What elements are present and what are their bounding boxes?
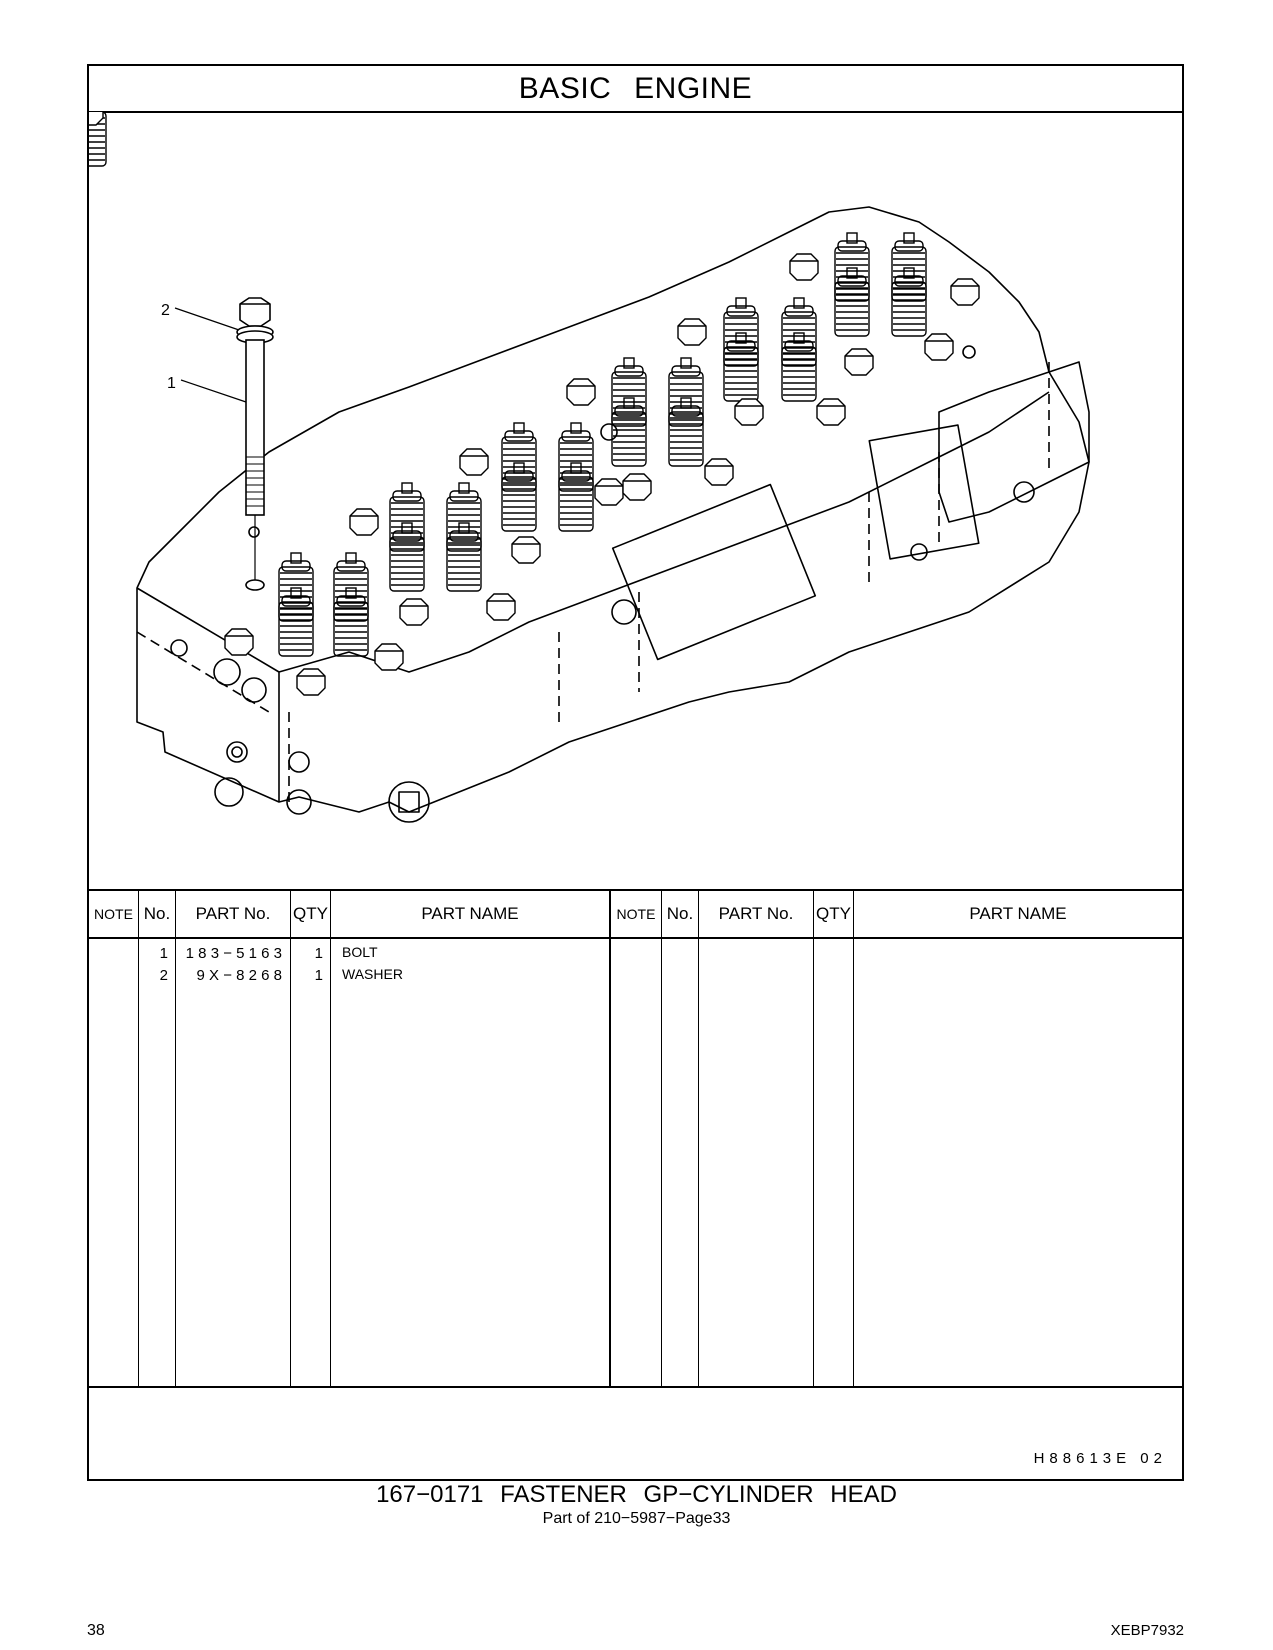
row-1-qty: 1 <box>314 945 323 962</box>
side-port <box>963 346 975 358</box>
front-port <box>287 790 311 814</box>
header-note: NOTE <box>89 891 138 939</box>
col-qty-right <box>814 891 854 1388</box>
front-port <box>227 742 247 762</box>
header-no: No. <box>139 891 175 939</box>
col-qty-left <box>291 891 331 1388</box>
bolt-head <box>240 298 270 326</box>
row-2-part-name: WASHER <box>342 966 403 982</box>
row-1-part-name: BOLT <box>342 944 378 960</box>
col-partname-left <box>331 891 611 1388</box>
page-number: 38 <box>87 1622 105 1639</box>
header-qty: QTY <box>291 891 330 939</box>
document-code: XEBP7932 <box>1110 1622 1184 1639</box>
side-port <box>242 678 266 702</box>
callout-label-1: 1 <box>167 375 176 392</box>
row-2-qty: 1 <box>314 967 323 984</box>
header-part-name: PART NAME <box>331 891 609 939</box>
block-dashed-edge <box>137 362 1049 802</box>
col-no-right <box>662 891 699 1388</box>
parts-table <box>89 889 1182 1388</box>
sheet-footer <box>89 1386 1182 1481</box>
callout-label-2: 2 <box>161 302 170 319</box>
header-note-right: NOTE <box>611 891 661 939</box>
col-note-right <box>611 891 662 1388</box>
bolt-assembly <box>237 298 273 590</box>
row-1-part-no: 1 8 3 − 5 1 6 3 <box>185 945 282 962</box>
front-port <box>289 752 309 772</box>
group-subtitle: Part of 210−5987−Page33 <box>542 1510 731 1527</box>
hex-bolts <box>89 112 979 695</box>
col-partno-left <box>176 891 291 1388</box>
front-port <box>215 778 243 806</box>
side-port <box>911 544 927 560</box>
row-2-no: 2 <box>159 967 168 984</box>
col-partno-right <box>699 891 814 1388</box>
side-port <box>1014 482 1034 502</box>
bolt-hole <box>246 580 264 590</box>
col-partname-right <box>854 891 1182 1388</box>
bolt-shank <box>246 340 264 515</box>
valve-springs <box>89 112 926 656</box>
section-title: BASIC ENGINE <box>518 72 753 105</box>
col-no-left <box>139 891 176 1388</box>
callout-leaders <box>175 308 246 402</box>
side-port <box>612 600 636 624</box>
parts-sheet-frame <box>87 64 1184 1481</box>
row-2-part-no: 9 X − 8 2 6 8 <box>196 967 282 984</box>
section-header <box>89 66 1182 113</box>
exploded-view-drawing <box>89 112 1182 889</box>
header-part-name-right: PART NAME <box>854 891 1182 939</box>
side-port <box>249 527 259 537</box>
cylinder-head-illustration <box>89 112 1182 889</box>
header-qty-right: QTY <box>814 891 853 939</box>
illustration-ref-code: H88613E 02 <box>1033 1450 1167 1467</box>
col-note-left <box>89 891 139 1388</box>
group-title: 167−0171 FASTENER GP−CYLINDER HEAD <box>376 1481 897 1508</box>
front-port <box>232 747 242 757</box>
header-part-no: PART No. <box>176 891 290 939</box>
header-part-no-right: PART No. <box>699 891 813 939</box>
header-no-right: No. <box>662 891 698 939</box>
row-1-no: 1 <box>159 945 168 962</box>
manifold-flange <box>613 485 816 660</box>
side-port <box>171 640 187 656</box>
front-port <box>389 782 429 822</box>
side-port <box>214 659 240 685</box>
